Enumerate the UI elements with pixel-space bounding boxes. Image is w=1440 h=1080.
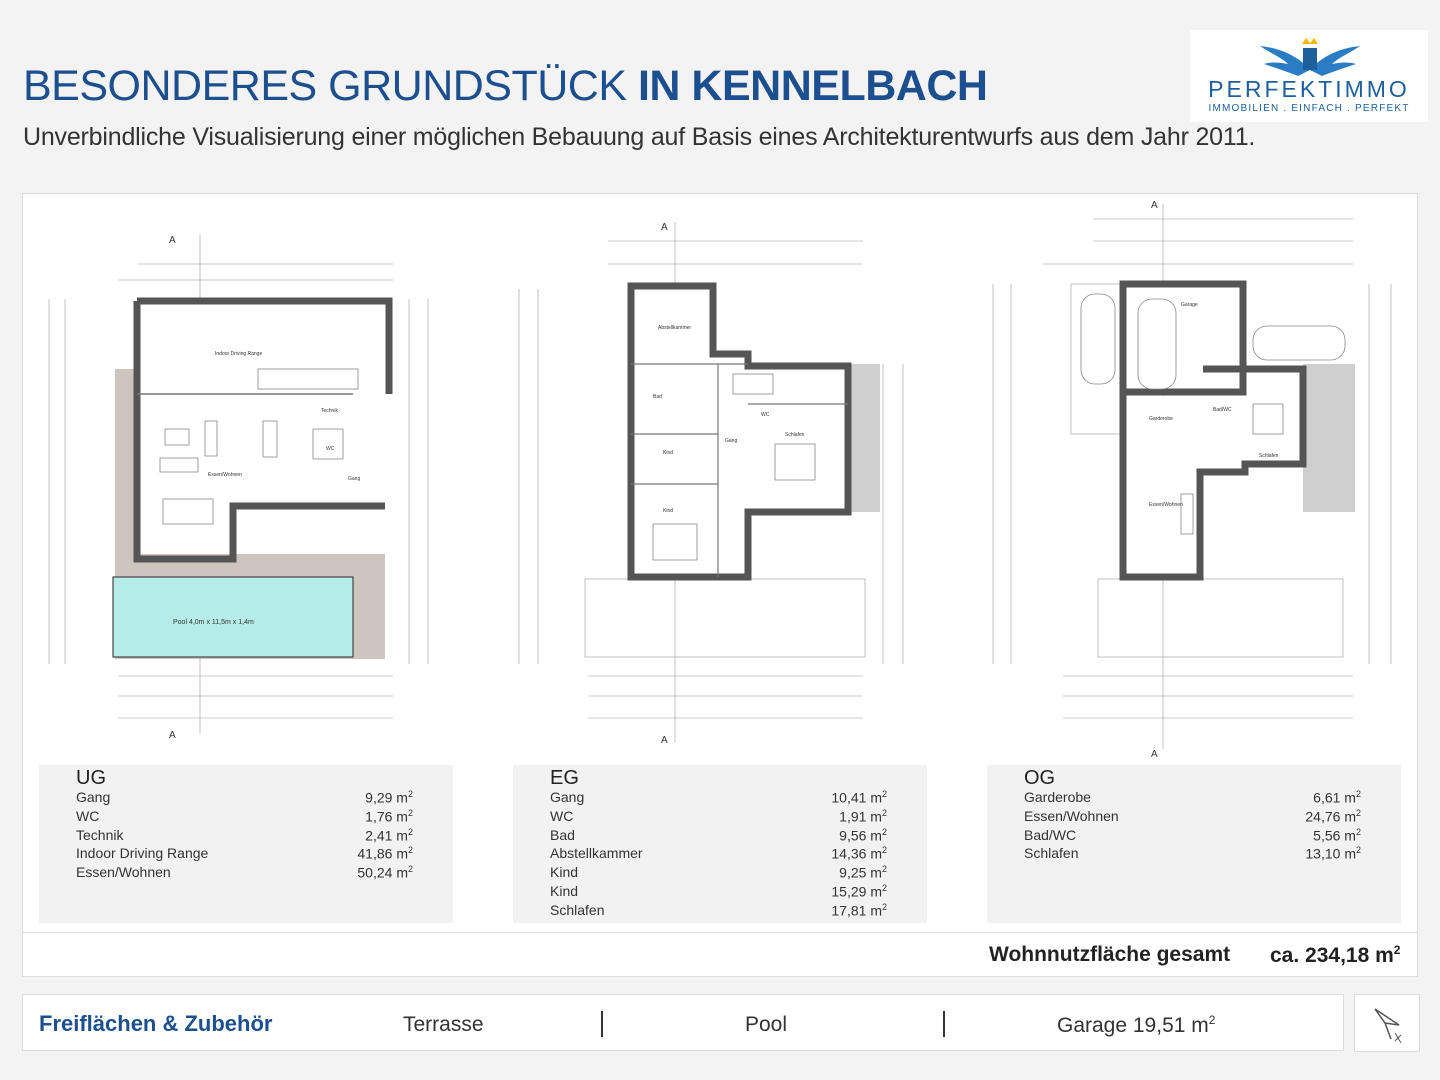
total-area-bar: [22, 932, 1418, 977]
room-row: Schlafen 17,81 $m^2$: [550, 901, 887, 919]
extras-heading: Freiflächen & Zubehör: [39, 1011, 273, 1036]
ug-section-bottom: A: [169, 730, 176, 741]
og-label-schlafen: Schlafen: [1259, 453, 1279, 459]
room-table-eg: [513, 765, 927, 923]
og-label-garage: Garage: [1181, 302, 1198, 308]
logo-brand: PERFEKTIMMO: [1208, 76, 1410, 102]
room-row: Indoor Driving Range 41,86 $m^2$: [76, 845, 413, 863]
ug-label-gang: Gang: [348, 476, 361, 482]
ug-section-top: A: [169, 235, 176, 246]
extras-terrasse: Terrasse: [403, 1013, 484, 1036]
room-row: Essen/Wohnen 50,24 $m^2$: [76, 864, 413, 881]
room-table-og: [987, 765, 1401, 923]
eg-label-kind-1: Kind: [663, 450, 674, 456]
room-row: Kind 15,29 $m^2$: [550, 882, 887, 900]
extras-pool: Pool: [745, 1013, 788, 1036]
ug-label-driving: Indoor Driving Range: [215, 351, 263, 357]
room-row: Kind 9,25 $m^2$: [550, 864, 887, 881]
room-row: Gang 10,41 $m^2$: [550, 789, 887, 806]
room-row: Gang 9,29 $m^2$: [76, 789, 413, 806]
og-label-badwc: Bad/WC: [1213, 407, 1232, 413]
ug-label-wc: WC: [326, 446, 335, 452]
eg-label-gang: Gang: [725, 438, 738, 444]
compass-box: [1354, 994, 1420, 1052]
room-row: Essen/Wohnen 24,76 $m^2$: [1024, 807, 1361, 825]
room-table-ug: [39, 765, 453, 923]
room-row: Abstellkammer 14,36 $m^2$: [550, 845, 887, 863]
eg-label-abstell: Abstellkammer: [658, 325, 692, 331]
eg-section-bottom: A: [661, 735, 668, 746]
room-row: Garderobe 6,61 $m^2$: [1024, 789, 1361, 806]
ug-label-pool: Pool 4,0m x 11,5m x 1,4m: [173, 619, 254, 626]
eg-label-wc: WC: [761, 412, 770, 418]
logo-tagline: IMMOBILIEN . EINFACH . PERFEKT: [1208, 103, 1410, 114]
winged-crest-icon: [1258, 36, 1362, 78]
room-row: Bad 9,56 $m^2$: [550, 826, 887, 844]
room-row: Schlafen 13,10 $m^2$: [1024, 845, 1361, 863]
og-section-top: A: [1151, 200, 1158, 211]
eg-section-top: A: [661, 222, 668, 233]
eg-label-kind-2: Kind: [663, 508, 674, 514]
extras-garage: Garage 19,51 $m^2$: [1057, 1013, 1216, 1037]
page-title: BESONDERES GRUNDSTÜCK IN KENNELBACH: [23, 62, 988, 110]
extras-bar: [22, 994, 1344, 1051]
extras-divider: [601, 1011, 603, 1037]
eg-label-schlafen: Schlafen: [785, 432, 805, 438]
og-section-bottom: A: [1151, 749, 1158, 760]
total-area-label: Wohnnutzfläche gesamt: [989, 943, 1231, 966]
og-label-essen: Essen/Wohnen: [1149, 502, 1183, 508]
room-row: WC 1,91 $m^2$: [550, 807, 887, 825]
page-subtitle: Unverbindliche Visualisierung einer möglichen Bebauung auf Basis eines Architekturentwurfs aus dem Jahr 2011.: [23, 123, 1256, 151]
company-logo: [1190, 30, 1428, 122]
room-row: Technik 2,41 $m^2$: [76, 826, 413, 844]
og-label-garderobe: Garderobe: [1149, 416, 1173, 422]
eg-label-bad: Bad: [653, 394, 662, 400]
room-row: Bad/WC 5,56 $m^2$: [1024, 826, 1361, 844]
ug-label-technik: Technik: [321, 408, 338, 414]
floor-name: UG: [76, 767, 106, 789]
floor-name: OG: [1024, 767, 1056, 789]
room-row: WC 1,76 $m^2$: [76, 807, 413, 825]
floor-name: EG: [550, 767, 579, 789]
north-arrow-icon: [1355, 995, 1419, 1051]
ug-label-essen: Essen/Wohnen: [208, 472, 242, 478]
total-area-value: ca. 234,18 $m^2$: [1270, 943, 1401, 967]
extras-divider: [943, 1011, 945, 1037]
